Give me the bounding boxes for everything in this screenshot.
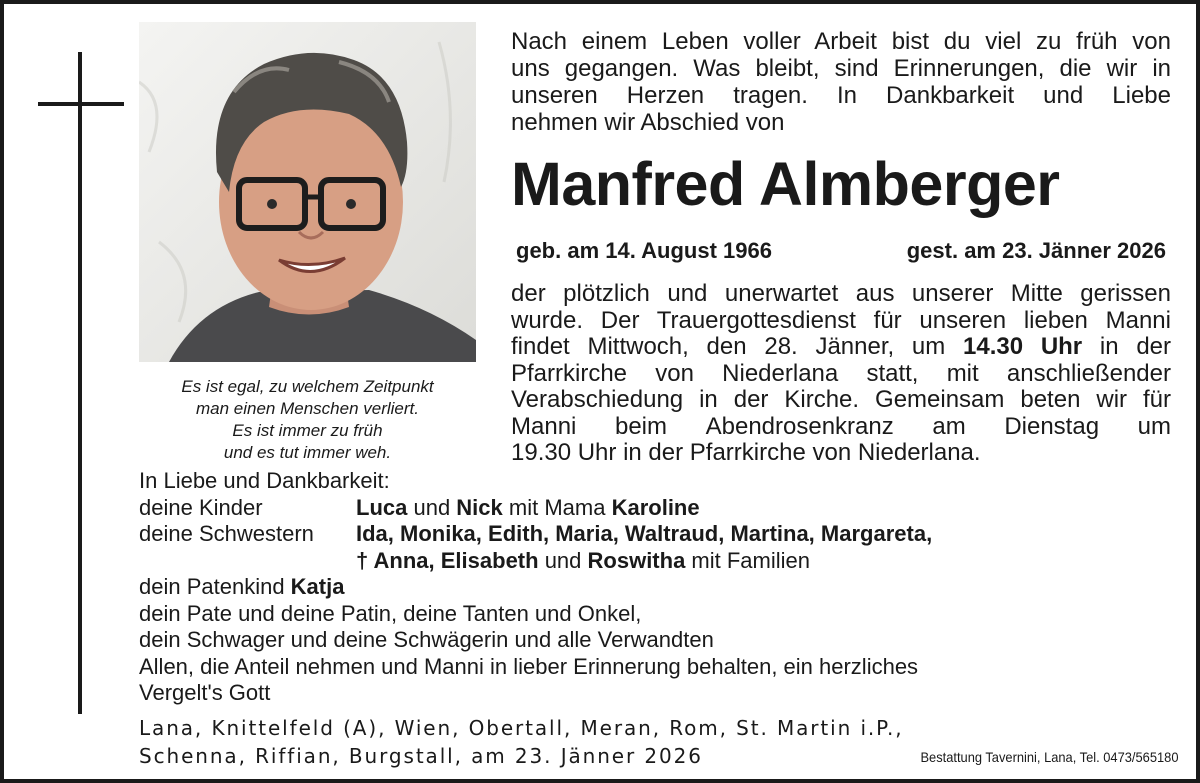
sister-name: Roswitha (587, 547, 686, 573)
child-name: Luca (356, 494, 408, 520)
body-line: Pfarrkirche von Niederlana statt, mit anschließender (511, 359, 1171, 387)
death-date: gest. am 23. Jänner 2026 (906, 238, 1166, 263)
intro-line: nehmen wir Abschied von (511, 109, 785, 136)
godchild-name: Katja (290, 574, 345, 599)
service-time: 14.30 Uhr (963, 333, 1083, 360)
cross-vertical-bar (78, 52, 82, 714)
sisters-names: Ida, Monika, Edith, Maria, Waltraud, Martina, Margareta, (356, 521, 933, 546)
body-word: Dienstag (1004, 412, 1100, 440)
connector-text: mit Familien (685, 547, 810, 573)
godchild-label: dein Patenkind (139, 574, 291, 599)
quote-line: man einen Menschen verliert. (195, 399, 419, 418)
body-line: der plötzlich und unerwartet aus unserer Mitte gerissen (511, 280, 1171, 307)
intro-line: uns gegangen. Was bleibt, sind Erinnerungen, die wir in (511, 55, 1171, 82)
children-label: deine Kinder (139, 494, 263, 520)
body-text: findet Mittwoch, den 28. Jänner, um (511, 333, 964, 360)
body-line (511, 334, 1171, 361)
in-laws-line: dein Schwager und deine Schwägerin und alle Verwandten (139, 627, 714, 652)
connector-text: und (538, 547, 588, 573)
quote-line: und es tut immer weh. (223, 443, 392, 462)
deceased-name: Manfred Almberger (511, 150, 1060, 218)
mother-name: Karoline (611, 494, 700, 520)
connector-text: mit Mama (502, 494, 612, 520)
places-line: Lana, Knittelfeld (A), Wien, Obertall, Meran, Rom, St. Martin i.P., (139, 716, 904, 740)
children-row (139, 495, 1139, 522)
indent-spacer (139, 548, 356, 575)
sister-names: † Anna, Elisabeth (356, 547, 539, 573)
connector-text: und (407, 494, 457, 520)
quote-line: Es ist immer zu früh (232, 421, 383, 440)
body-word: Manni (511, 412, 577, 440)
body-line: wurde. Der Trauergottesdienst für unseren lieben Manni (511, 306, 1171, 334)
body-line (511, 414, 1171, 441)
memorial-quote (139, 376, 476, 464)
body-word: um (1137, 412, 1171, 440)
thanks-line: Vergelt's Gott (139, 680, 271, 705)
body-line: Verabschiedung in der Kirche. Gemeinsam beten wir für (511, 386, 1171, 413)
portrait-photo (139, 22, 476, 362)
cross-horizontal-bar (38, 102, 124, 106)
quote-line: Es ist egal, zu welchem Zeitpunkt (181, 377, 434, 396)
godparents-line: dein Pate und deine Patin, deine Tanten und Onkel, (139, 600, 642, 626)
cross-symbol (38, 52, 124, 714)
sisters-row (139, 521, 1139, 548)
body-word: beim (614, 412, 668, 440)
thanks-line: Allen, die Anteil nehmen und Manni in lieber Erinnerung behalten, ein herzliches (139, 653, 919, 679)
sisters-label: deine Schwestern (139, 521, 314, 546)
intro-line: Nach einem Leben voller Arbeit bist du viel zu früh von (511, 28, 1171, 55)
body-line: 19.30 Uhr in der Pfarrkirche von Niederlana. (511, 439, 981, 466)
child-name: Nick (456, 494, 503, 520)
birth-date: geb. am 14. August 1966 (516, 238, 772, 263)
intro-text (511, 28, 1171, 136)
mourners-list (139, 468, 1139, 707)
body-word: am (932, 412, 966, 440)
funeral-home-contact: Bestattung Tavernini, Lana, Tel. 0473/565180 (919, 749, 1178, 765)
godchild-line (139, 574, 1139, 601)
service-details (511, 281, 1171, 467)
life-dates (516, 236, 1166, 266)
places-line: Schenna, Riffian, Burgstall, am 23. Jänner 2026 (139, 744, 703, 768)
body-text: in der (1082, 333, 1172, 360)
body-word: Abendrosenkranz (705, 412, 894, 440)
sisters-names-continued (356, 548, 810, 575)
children-names (356, 495, 700, 522)
sisters-row-continued (139, 548, 1139, 575)
intro-line: unseren Herzen tragen. In Dankbarkeit und Liebe (511, 82, 1171, 109)
mourners-heading: In Liebe und Dankbarkeit: (139, 468, 390, 493)
